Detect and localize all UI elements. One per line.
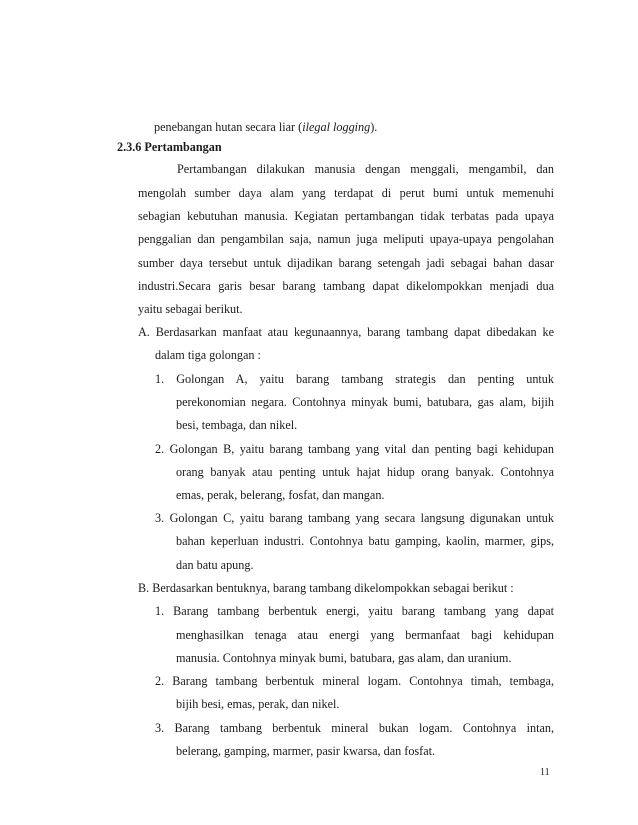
paragraph-line: industri.Secara garis besar barang tambang dapat dikelompokkan menjadi dua: [138, 279, 554, 293]
intro-italic-term: ilegal logging: [302, 120, 371, 134]
section-a-heading: A. Berdasarkan manfaat atau kegunaannya, barang tambang dapat dibedakan ke: [138, 325, 554, 339]
list-item-a3-cont: dan batu apung.: [176, 558, 254, 572]
section-heading: 2.3.6 Pertambangan: [117, 140, 222, 154]
list-item-a2-cont: orang banyak atau penting untuk hajat hidup orang banyak. Contohnya: [176, 465, 554, 479]
section-a-heading-cont: dalam tiga golongan :: [155, 348, 261, 362]
list-item-a2-cont: emas, perak, belerang, fosfat, dan mangan.: [176, 488, 385, 502]
list-item-b3-cont: belerang, gamping, marmer, pasir kwarsa, dan fosfat.: [176, 744, 436, 758]
list-item-b3: 3. Barang tambang berbentuk mineral bukan logam. Contohnya intan,: [155, 721, 554, 735]
paragraph-line: mengolah sumber daya alam yang terdapat di perut bumi untuk memenuhi: [138, 186, 554, 200]
paragraph-line: sumber daya tersebut untuk dijadikan barang setengah jadi sebagai bahan dasar: [138, 256, 554, 270]
list-item-b2: 2. Barang tambang berbentuk mineral logam. Contohnya timah, tembaga,: [155, 674, 554, 688]
page-number: 11: [540, 767, 550, 778]
section-b-heading: B. Berdasarkan bentuknya, barang tambang dikelompokkan sebagai berikut :: [138, 581, 514, 595]
paragraph-line: yaitu sebagai berikut.: [138, 302, 243, 316]
paragraph-line: penggalian dan pengambilan saja, namun juga meliputi upaya-upaya pengolahan: [138, 232, 554, 246]
list-item-a3-cont: bahan keperluan industri. Contohnya batu gamping, kaolin, marmer, gips,: [176, 534, 554, 548]
list-item-b1-cont: manusia. Contohnya minyak bumi, batubara, gas alam, dan uranium.: [176, 651, 512, 665]
list-item-a1-cont: perekonomian negara. Contohnya minyak bumi, batubara, gas alam, bijih: [176, 395, 554, 409]
list-item-a1: 1. Golongan A, yaitu barang tambang strategis dan penting untuk: [155, 372, 554, 386]
list-item-a1-cont: besi, tembaga, dan nikel.: [176, 418, 298, 432]
list-item-b1-cont: menghasilkan tenaga atau energi yang bermanfaat bagi kehidupan: [176, 628, 554, 642]
list-item-b2-cont: bijih besi, emas, perak, dan nikel.: [176, 697, 340, 711]
paragraph-line: Pertambangan dilakukan manusia dengan menggali, mengambil, dan: [177, 162, 554, 176]
list-item-a3: 3. Golongan C, yaitu barang tambang yang secara langsung digunakan untuk: [155, 511, 554, 525]
paragraph-line: sebagian kebutuhan manusia. Kegiatan pertambangan tidak terbatas pada upaya: [138, 209, 554, 223]
list-item-b1: 1. Barang tambang berbentuk energi, yaitu barang tambang yang dapat: [155, 604, 554, 618]
intro-line: [154, 120, 377, 135]
intro-text: penebangan hutan secara liar (: [154, 120, 303, 134]
list-item-a2: 2. Golongan B, yaitu barang tambang yang vital dan penting bagi kehidupan: [155, 442, 554, 456]
intro-suffix: ).: [370, 120, 378, 134]
